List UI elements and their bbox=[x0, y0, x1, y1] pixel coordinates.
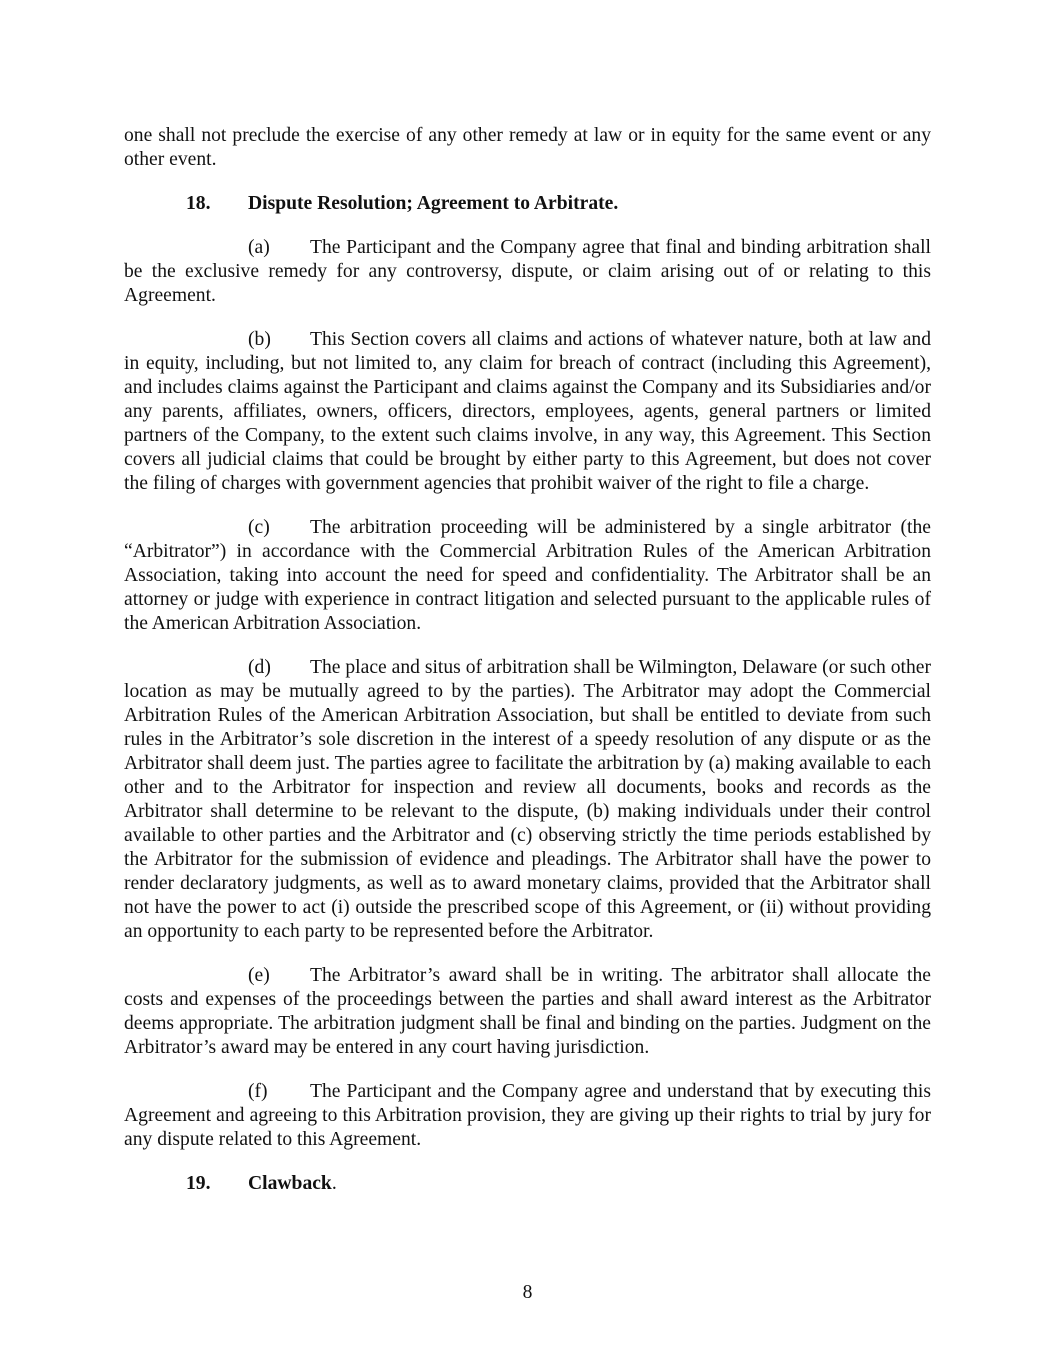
document-page bbox=[124, 124, 931, 1216]
section-19-title-suffix: . bbox=[331, 1173, 337, 1194]
item-marker: (d) bbox=[248, 657, 271, 678]
item-marker: (a) bbox=[248, 237, 270, 258]
section-18-item-f bbox=[124, 1080, 931, 1152]
item-marker: (f) bbox=[248, 1081, 268, 1102]
section-18-number: 18. bbox=[186, 193, 211, 214]
section-18-item-c bbox=[124, 516, 931, 636]
section-18-item-a bbox=[124, 236, 931, 308]
continuation-paragraph: one shall not preclude the exercise of any other remedy at law or in equity for the same event or any other event. bbox=[124, 125, 931, 170]
item-text: The Participant and the Company agree that final and binding arbitration shall be the exclusive remedy for any controversy, dispute, or claim arising out of or relating to this Agreement. bbox=[124, 237, 931, 306]
item-text: This Section covers all claims and actions of whatever nature, both at law and in equity, including, but not limited to, any claim for breach of contract (including this Agreement), and includes claims against the Participant and claims against the Company and its Subsidiaries and/or any parents, affiliates, owners, officers, directors, employees, agents, general partners or limited partners of the Company, to the extent such claims involve, in any way, this Agreement. This Section covers all judicial claims that could be brought by either party to this Agreement, but does not cover the filing of charges with government agencies that prohibit waiver of the right to file a charge. bbox=[124, 329, 931, 494]
item-text: The arbitration proceeding will be administered by a single arbitrator (the “Arbitrator”) in accordance with the Commercial Arbitration Rules of the American Arbitration Association, taking into account the need for speed and confidentiality. The Arbitrator shall be an attorney or judge with experience in contract litigation and selected pursuant to the applicable rules of the American Arbitration Association. bbox=[124, 517, 931, 634]
item-marker: (c) bbox=[248, 517, 270, 538]
section-18-heading bbox=[124, 192, 931, 216]
section-18-item-e bbox=[124, 964, 931, 1060]
section-19-heading bbox=[124, 1172, 931, 1196]
item-text: The place and situs of arbitration shall be Wilmington, Delaware (or such other location as may be mutually agreed to by the parties). The Arbitrator may adopt the Commercial Arbitration Rules of the American Arbitration Association, but shall be entitled to deviate from such rules in the Arbitrator’s sole discretion in the interest of a speedy resolution of any dispute or as the Arbitrator shall deem just. The parties agree to facilitate the arbitration by (a) making available to each other and to the Arbitrator for inspection and review all documents, books and records as the Arbitrator shall determine to be relevant to the dispute, (b) making individuals under their control available to other parties and the Arbitrator and (c) observing strictly the time periods established by the Arbitrator for the submission of evidence and pleadings. The Arbitrator shall have the power to render declaratory judgments, as well as to award monetary claims, provided that the Arbitrator shall not have the power to act (i) outside the prescribed scope of this Agreement, or (ii) without providing an opportunity to each party to be represented before the Arbitrator. bbox=[124, 657, 931, 942]
page-number: 8 bbox=[522, 1282, 533, 1303]
section-18-title: Dispute Resolution; Agreement to Arbitrate. bbox=[248, 193, 619, 214]
item-text: The Participant and the Company agree and understand that by executing this Agreement and agreeing to this Arbitration provision, they are giving up their rights to trial by jury for any dispute related to this Agreement. bbox=[124, 1081, 931, 1150]
item-marker: (e) bbox=[248, 965, 270, 986]
section-18-item-b bbox=[124, 328, 931, 496]
section-19-number: 19. bbox=[186, 1173, 211, 1194]
item-text: The Arbitrator’s award shall be in writing. The arbitrator shall allocate the costs and expenses of the proceedings between the parties and shall award interest as the Arbitrator deems appropriate. The arbitration judgment shall be final and binding on the parties. Judgment on the Arbitrator’s award may be entered in any court having jurisdiction. bbox=[124, 965, 931, 1058]
section-19-title: Clawback bbox=[248, 1173, 332, 1194]
item-marker: (b) bbox=[248, 329, 271, 350]
section-18-item-d bbox=[124, 656, 931, 944]
